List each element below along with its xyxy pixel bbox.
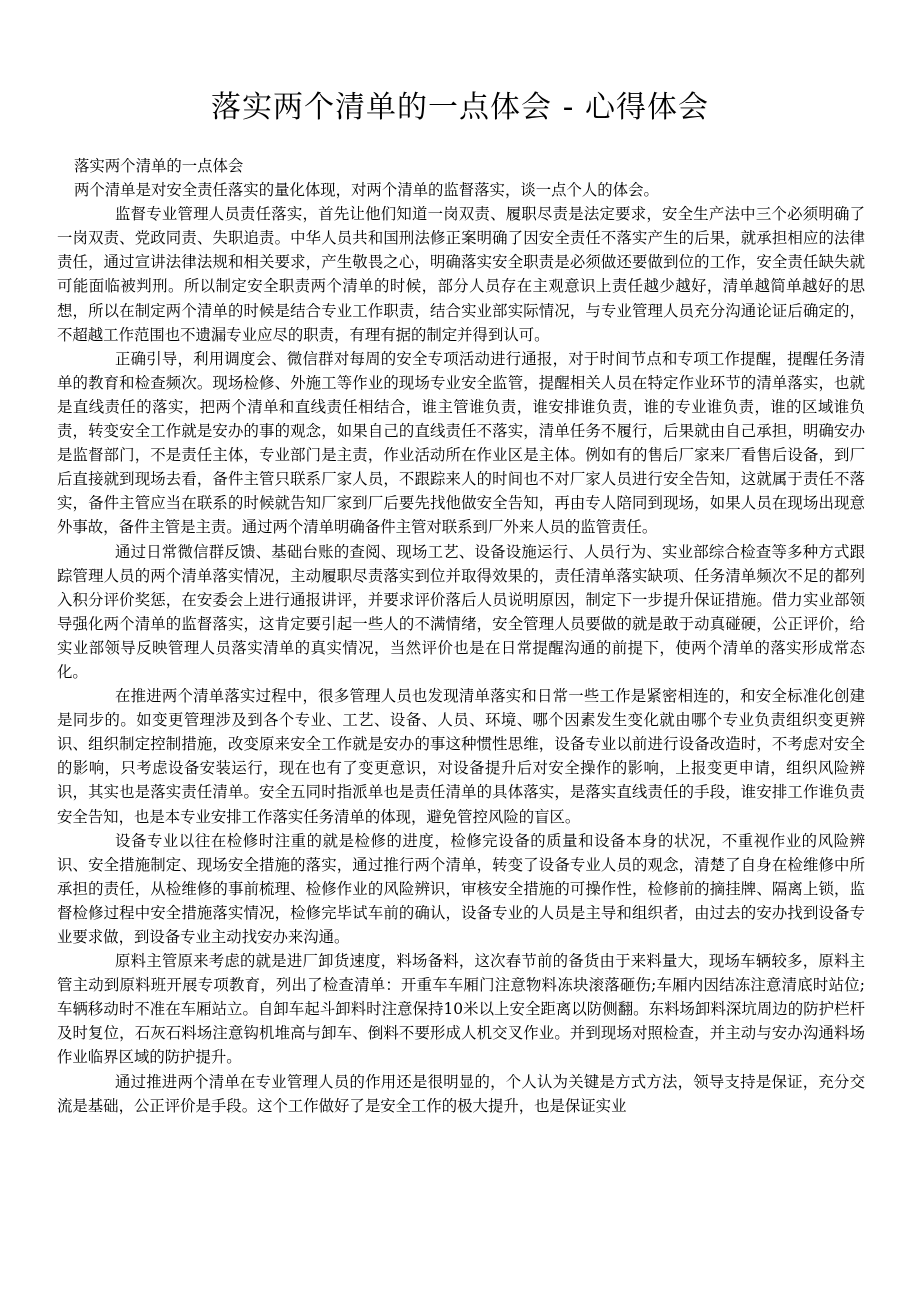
article-subtitle: 落实两个清单的一点体会: [74, 157, 244, 175]
body-paragraph: 正确引导，利用调度会、微信群对每周的安全专项活动进行通报，对于时间节点和专项工作提醒，提醒任务清单的教育和检查频次。现场检修、外施工等作业的现场专业安全监管，提醒相关人员在特定作业环节的清单落实，也就是直线责任的落实，把两个清单和直线责任相结合，谁主管谁负责，谁安排谁负责，谁的专业谁负责，谁的区域谁负责，转变安全工作就是安办的事的观念，如果自己的直线责任不落实，清单任务不履行，后果就由自己承担，明确安办是监督部门，不是责任主体，专业部门是主责，作业活动所在作业区是主体。例如有的售后厂家来厂看售后设备，到厂后直接就到现场去看，备件主管只联系厂家人员，不跟踪来人的时间也不对厂家人员进行安全告知，这就属于责任不落实，备件主管应当在联系的时候就告知厂家到厂后要先找他做安全告知，再由专人陪同到现场，如果人员在现场出现意外事故，备件主管是主责。通过两个清单明确备件主管对联系到厂外来人员的监管责任。: [57, 349, 865, 537]
document-body: [57, 154, 865, 1118]
body-paragraph: 监督专业管理人员责任落实，首先让他们知道一岗双责、履职尽责是法定要求，安全生产法中三个必须明确了一岗双责、党政同责、失职追责。中华人员共和国刑法修正案明确了因安全责任不落实产生的后果，就承担相应的法律责任，通过宣讲法律法规和相关要求，产生敬畏之心，明确落实安全职责是必须做还要做到位的工作，安全责任缺失就可能面临被判刑。所以制定安全职责两个清单的时候，部分人员存在主观意识上责任越少越好，清单越简单越好的思想，所以在制定两个清单的时候是结合专业工作职责，结合实业部实际情况，与专业管理人员充分沟通论证后确定的，不超越工作范围也不遗漏专业应尽的职责，有理有据的制定并得到认可。: [57, 205, 865, 344]
body-paragraph: 在推进两个清单落实过程中，很多管理人员也发现清单落实和日常一些工作是紧密相连的，和安全标准化创建是同步的。如变更管理涉及到各个专业、工艺、设备、人员、环境、哪个因素发生变化就由哪个专业负责组织变更辨识、组织制定控制措施，改变原来安全工作就是安办的事这种惯性思维，设备专业以前进行设备改造时，不考虑对安全的影响，只考虑设备安装运行，现在也有了变更意识，对设备提升后对安全操作的影响，上报变更申请，组织风险辨识，其实也是落实责任清单。安全五同时指派单也是责任清单的具体落实，是落实直线责任的手段，谁安排工作谁负责安全告知，也是本专业安排工作落实任务清单的体现，避免管控风险的盲区。: [57, 687, 865, 826]
intro-paragraph: 两个清单是对安全责任落实的量化体现，对两个清单的监督落实，谈一点个人的体会。: [74, 181, 659, 200]
body-paragraph: 设备专业以往在检修时注重的就是检修的进度，检修完设备的质量和设备本身的状况，不重视作业的风险辨识、安全措施制定、现场安全措施的落实，通过推行两个清单，转变了设备专业人员的观念，清楚了自身在检维修中所承担的责任，从检维修的事前梳理、检修作业的风险辨识，审核安全措施的可操作性，检修前的摘挂牌、隔离上锁，监督检修过程中安全措施落实情况，检修完毕试车前的确认，设备专业的人员是主导和组织者，由过去的安办找到设备专业要求做，到设备专业主动找安办来沟通。: [57, 831, 865, 946]
page-title: 落实两个清单的一点体会 - 心得体会: [211, 90, 709, 125]
body-paragraph: 原料主管原来考虑的就是进厂卸货速度，料场备料，这次春节前的备货由于来料量大，现场车辆较多，原料主管主动到原料班开展专项教育，列出了检查清单：开重车车厢门注意物料冻块滚落砸伤;车厢内因结冻注意清底时站位;车辆移动时不准在车厢站立。自卸车起斗卸料时注意保持10米以上安全距离以防侧翻。东料场卸料深坑周边的防护栏杆及时复位，石灰石料场注意钩机堆高与卸车、倒料不要形成人机交叉作业。并到现场对照检查，并主动与安办沟通料场作业临界区域的防护提升。: [57, 952, 865, 1067]
body-paragraph: 通过日常微信群反馈、基础台账的查阅、现场工艺、设备设施运行、人员行为、实业部综合检查等多种方式跟踪管理人员的两个清单落实情况，主动履职尽责落实到位并取得效果的，责任清单落实缺项、任务清单频次不足的都列入积分评价奖惩，在安委会上进行通报讲评，并要求评价落后人员说明原因，制定下一步提升保证措施。借力实业部领导强化两个清单的监督落实，这肯定要引起一些人的不满情绪，安全管理人员要做的就是敢于动真碰硬，公正评价，给实业部领导反映管理人员落实清单的真实情况，当然评价也是在日常提醒沟通的前提下，使两个清单的落实形成常态化。: [57, 542, 865, 681]
body-paragraph: 通过推进两个清单在专业管理人员的作用还是很明显的，个人认为关键是方式方法，领导支持是保证，充分交流是基础，公正评价是手段。这个工作做好了是安全工作的极大提升，也是保证实业: [57, 1072, 865, 1115]
